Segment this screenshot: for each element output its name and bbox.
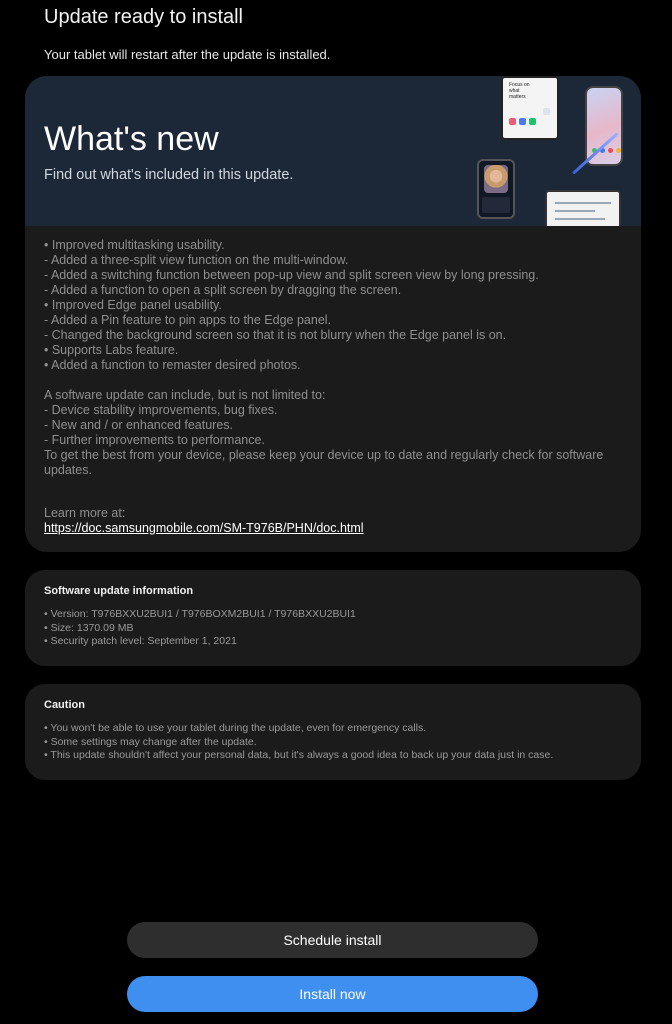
general-note: - New and / or enhanced features. (44, 418, 234, 432)
release-note: • Improved multitasking usability. (44, 238, 225, 252)
flip-phone-illustration (477, 159, 515, 219)
app-tile-icon (519, 118, 526, 125)
page-title: Update ready to install (44, 6, 244, 28)
app-dot-icon (616, 148, 621, 153)
screen-line (555, 202, 611, 204)
app-tile-icon (543, 108, 550, 115)
general-note: A software update can include, but is not limited to: (44, 388, 326, 402)
general-note: - Further improvements to performance. (44, 433, 265, 447)
whats-new-subtitle: Find out what's included in this update. (44, 167, 294, 183)
tablet-illustration (501, 76, 559, 140)
release-note: - Added a function to open a split screen by dragging the screen. (44, 283, 402, 297)
software-update-info-card (25, 570, 641, 666)
caution-title: Caution (44, 699, 85, 711)
general-note: - Device stability improvements, bug fixes. (44, 403, 278, 417)
tablet-illustration-text: Focus on what matters (509, 82, 530, 100)
caution-list (44, 722, 553, 763)
screen-line (555, 218, 605, 220)
app-tile-icon (509, 118, 516, 125)
flip-phone-lower-half (482, 197, 510, 213)
general-note: To get the best from your device, please keep your device up to date and regularly check for software updates. (44, 448, 604, 477)
release-notes (44, 238, 624, 478)
release-note: - Added a switching function between pop-up view and split screen view by long pressing. (44, 268, 539, 282)
whats-new-card (25, 76, 641, 552)
page-subtitle: Your tablet will restart after the update is installed. (44, 47, 331, 62)
caution-item: • Some settings may change after the update. (44, 735, 257, 748)
portrait-image (484, 165, 508, 193)
release-note: • Improved Edge panel usability. (44, 298, 222, 312)
whats-new-banner (25, 76, 641, 226)
software-info-title: Software update information (44, 585, 194, 597)
app-dot-icon (608, 148, 613, 153)
tablet-keyboard-illustration (545, 190, 621, 226)
learn-more-link[interactable]: https://doc.samsungmobile.com/SM-T976B/PHN/doc.html (44, 521, 364, 535)
release-note: - Added a three-split view function on the multi-window. (44, 253, 349, 267)
caution-card (25, 684, 641, 780)
screen-line (555, 210, 595, 212)
release-note: - Changed the background screen so that it is not blurry when the Edge panel is on. (44, 328, 507, 342)
release-note: - Added a Pin feature to pin apps to the Edge panel. (44, 313, 332, 327)
software-info-version: • Version: T976BXXU2BUI1 / T976BOXM2BUI1 / T976BXXU2BUI1 (44, 608, 356, 620)
install-now-button[interactable]: Install now (127, 976, 538, 1012)
software-info-security-patch: • Security patch level: September 1, 2021 (44, 635, 237, 647)
release-note: • Supports Labs feature. (44, 343, 179, 357)
software-info-list (44, 608, 356, 649)
app-tile-icon (529, 118, 536, 125)
caution-item: • You won't be able to use your tablet during the update, even for emergency calls. (44, 722, 427, 734)
software-info-size: • Size: 1370.09 MB (44, 621, 134, 634)
release-note: • Added a function to remaster desired photos. (44, 358, 301, 372)
caution-item: • This update shouldn't affect your personal data, but it's always a good idea to back up your data just in case. (44, 749, 554, 761)
whats-new-title: What's new (44, 120, 219, 158)
schedule-install-button[interactable]: Schedule install (127, 922, 538, 958)
learn-more-label: Learn more at: (44, 506, 126, 520)
